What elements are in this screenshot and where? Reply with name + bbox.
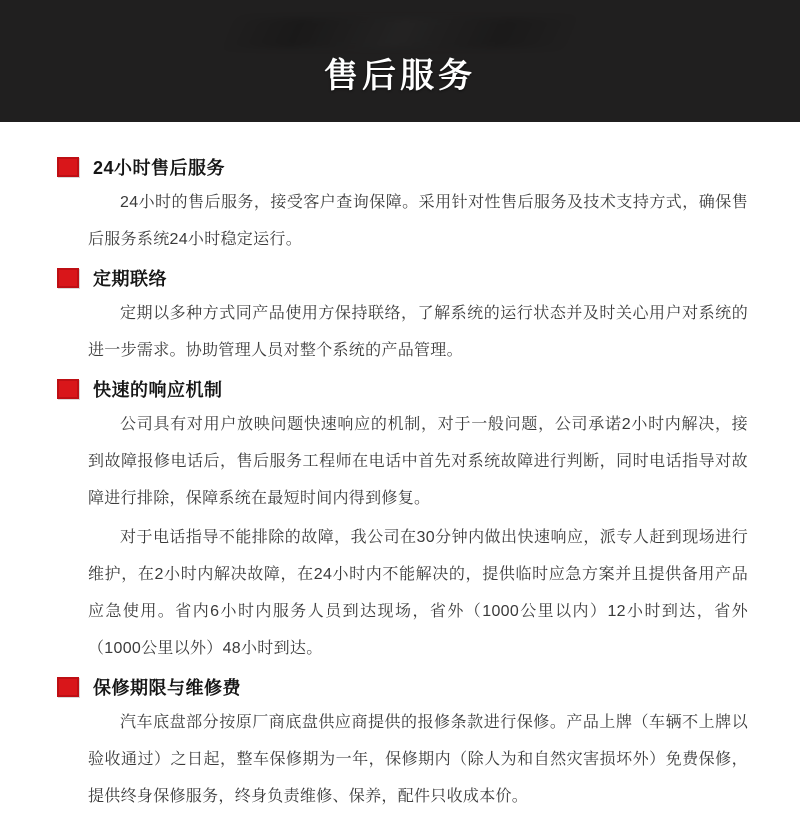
- section-title: 快速的响应机制: [93, 380, 223, 400]
- section-header: [57, 376, 748, 402]
- section-paragraph: 定期以多种方式同产品使用方保持联络，了解系统的运行状态并及时关心用户对系统的进一步需求。协助管理人员对整个系统的产品管理。: [88, 305, 748, 359]
- section-paragraph: 对于电话指导不能排除的故障，我公司在30分钟内做出快速响应，派专人赶到现场进行维护，在2小时内解决故障，在24小时内不能解决的，提供临时应急方案并且提供备用产品应急使用。省内6小时内服务人员到达现场，省外（1000公里以内）12小时到达，省外（1000公里以外）48小时到达。: [88, 529, 748, 657]
- red-square-bullet: [57, 379, 79, 399]
- section-header: [57, 154, 748, 180]
- content-area: [0, 122, 800, 815]
- section-regular-contact: [57, 265, 748, 369]
- section-title: 24小时售后服务: [93, 158, 226, 178]
- section-paragraph: 24小时的售后服务，接受客户查询保障。采用针对性售后服务及技术支持方式，确保售后服务系统24小时稳定运行。: [88, 194, 748, 248]
- section-fast-response: [57, 376, 748, 667]
- page-title: 售后服务: [324, 56, 476, 95]
- red-square-bullet: [57, 157, 79, 177]
- section-header: [57, 265, 748, 291]
- section-title: 保修期限与维修费: [93, 678, 241, 698]
- red-square-bullet: [57, 677, 79, 697]
- red-square-bullet: [57, 268, 79, 288]
- watermark: [225, 18, 575, 48]
- page-header: [0, 0, 800, 122]
- section-paragraph: 汽车底盘部分按原厂商底盘供应商提供的报修条款进行保修。产品上牌（车辆不上牌以验收通过）之日起，整车保修期为一年，保修期内（除人为和自然灾害损坏外）免费保修，提供终身保修服务，终身负责维修、保养，配件只收成本价。: [88, 714, 748, 805]
- section-title: 定期联络: [93, 269, 167, 289]
- section-header: [57, 674, 748, 700]
- section-paragraph: 公司具有对用户放映问题快速响应的机制，对于一般问题，公司承诺2小时内解决，接到故障报修电话后，售后服务工程师在电话中首先对系统故障进行判断，同时电话指导对故障进行排除，保障系统在最短时间内得到修复。: [88, 416, 748, 507]
- section-24h-service: [57, 154, 748, 258]
- section-warranty: [57, 674, 748, 815]
